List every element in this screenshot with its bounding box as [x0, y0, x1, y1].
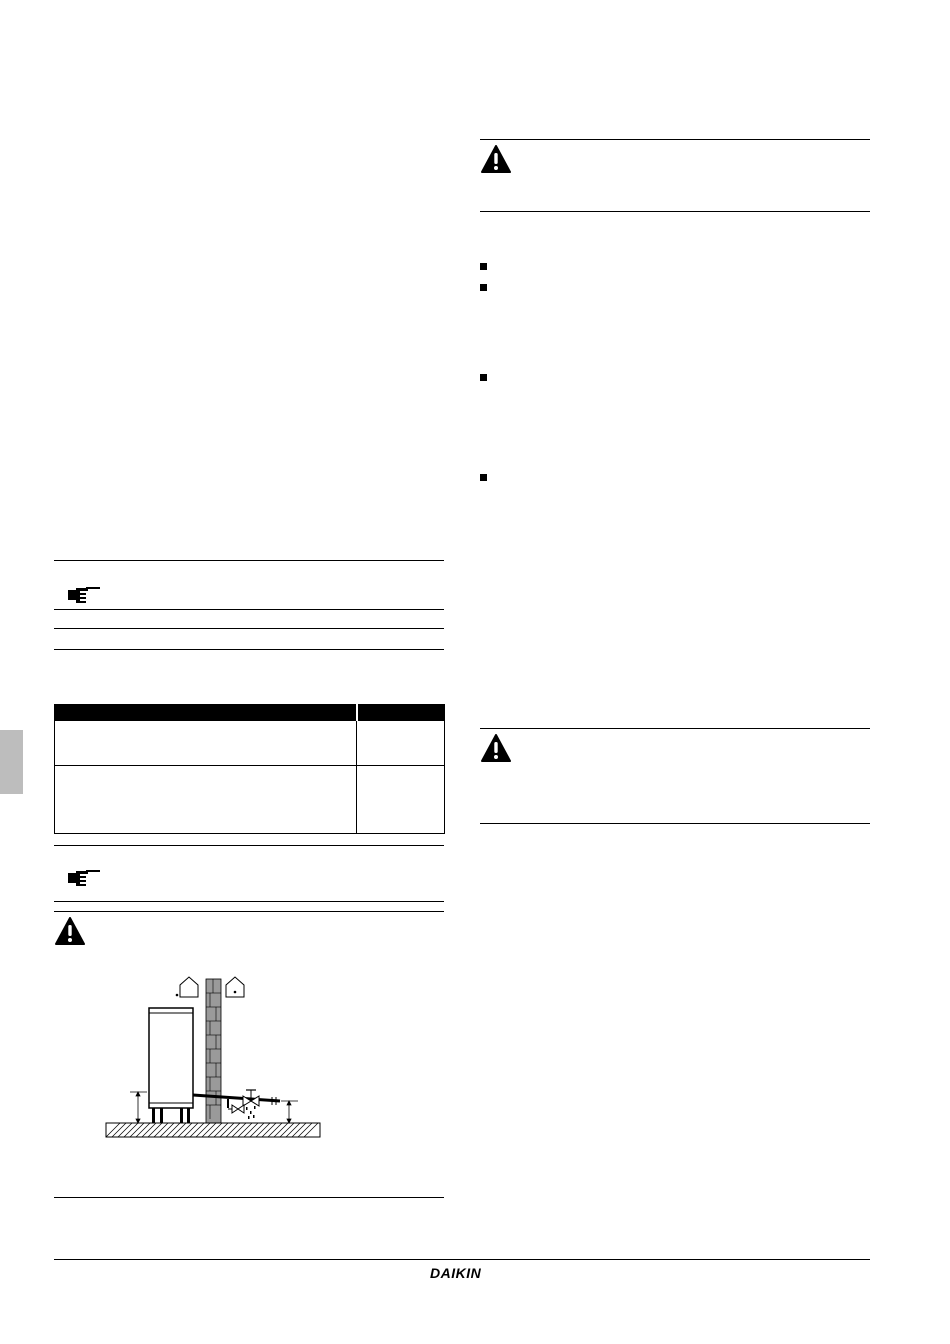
- warning-box-bottom-rule: [54, 1197, 444, 1198]
- warning-box-bottom-rule: [480, 211, 870, 212]
- outdoor-house-icon: [176, 977, 198, 997]
- square-bullet-icon: [480, 474, 487, 481]
- pointing-hand-note-icon: [66, 867, 102, 887]
- warning-box-top-rule: [480, 139, 870, 140]
- warning-box-top-rule: [54, 911, 444, 912]
- ground-hatch: [106, 1123, 320, 1137]
- section-rule: [54, 649, 444, 650]
- square-bullet-icon: [480, 263, 487, 270]
- note-box-top-rule: [54, 560, 444, 561]
- installation-diagram: [100, 975, 325, 1140]
- warning-triangle-icon: [481, 145, 511, 173]
- unit-height-dimension: [130, 1092, 147, 1123]
- note-box-bottom-rule: [54, 901, 444, 902]
- drain-valve: [228, 1105, 244, 1113]
- note-box-top-rule: [54, 845, 444, 846]
- spec-table: [54, 704, 445, 834]
- footer-rule: [54, 1259, 870, 1260]
- square-bullet-icon: [480, 284, 487, 291]
- shutoff-valve: [243, 1090, 259, 1106]
- drain-drops: [246, 1106, 256, 1119]
- indoor-house-icon: [226, 977, 244, 997]
- warning-box-top-rule: [480, 728, 870, 729]
- outdoor-unit: [149, 1008, 193, 1123]
- note-box-bottom-rule: [54, 609, 444, 610]
- warning-box-bottom-rule: [480, 823, 870, 824]
- brick-wall: [206, 979, 221, 1125]
- warning-triangle-icon: [481, 734, 511, 762]
- brand-logo: DAIKIN: [430, 1265, 482, 1281]
- pipe-height-dimension: [281, 1101, 298, 1123]
- table-row-separator: [54, 765, 445, 766]
- warning-triangle-icon: [55, 917, 85, 945]
- pointing-hand-note-icon: [66, 584, 102, 604]
- chapter-side-tab: [0, 730, 23, 794]
- section-rule: [54, 628, 444, 629]
- square-bullet-icon: [480, 374, 487, 381]
- table-body: [54, 721, 445, 834]
- table-header-row: [54, 704, 445, 721]
